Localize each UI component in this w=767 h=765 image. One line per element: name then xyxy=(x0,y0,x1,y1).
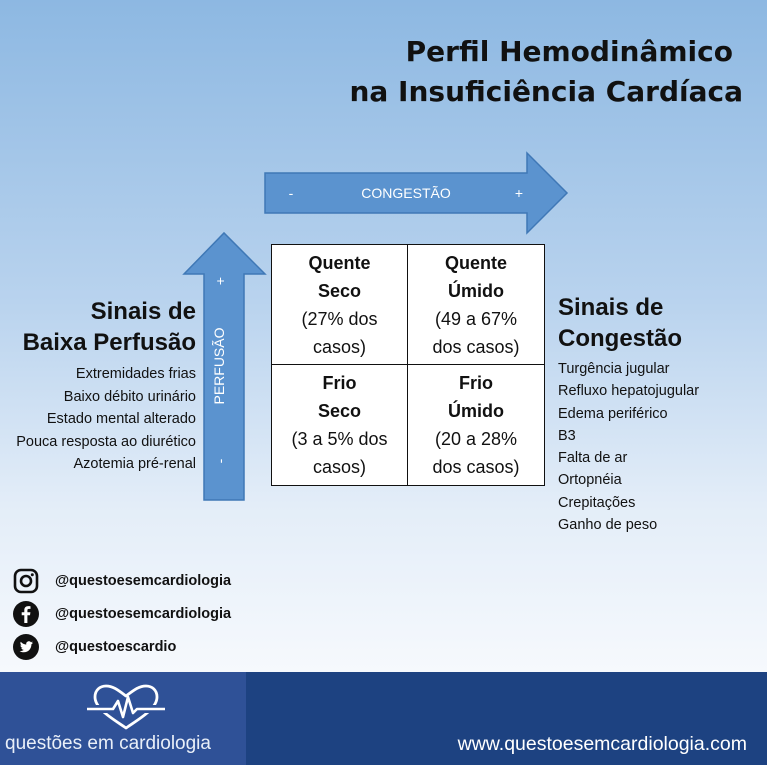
quadrant-state: Úmido xyxy=(448,401,504,421)
list-item: Turgência jugular xyxy=(558,361,670,377)
perfusion-minus: - xyxy=(212,458,228,464)
list-item: Crepitações xyxy=(558,494,636,511)
social-links xyxy=(12,564,231,663)
congestion-arrow xyxy=(265,153,567,233)
list-item: Edema periférico xyxy=(558,405,668,422)
quadrant-cases: (3 a 5% dos xyxy=(291,429,388,449)
quadrant-warm-wet xyxy=(408,245,544,365)
quadrant-cases: (49 a 67% xyxy=(434,308,518,329)
congestion-title-line-2: Congestão xyxy=(558,325,683,352)
hemodynamic-profile-grid xyxy=(271,244,545,486)
quadrant-state: Seco xyxy=(317,280,362,301)
instagram-handle[interactable]: @questoesemcardiologia xyxy=(55,572,232,589)
quadrant-name: Frio xyxy=(459,373,493,393)
quadrant-name: Quente xyxy=(444,252,507,273)
instagram-icon xyxy=(12,567,40,595)
low-perfusion-title-line-1: Sinais de xyxy=(90,298,196,325)
quadrant-name: Quente xyxy=(308,252,371,273)
list-item: Pouca resposta ao diurético xyxy=(16,433,196,450)
congestion-list xyxy=(558,358,699,536)
social-twitter[interactable] xyxy=(12,630,231,663)
list-item: Estado mental alterado xyxy=(46,411,196,427)
social-instagram[interactable] xyxy=(12,564,231,597)
quadrant-state: Seco xyxy=(317,401,362,421)
congestion-title-line-1: Sinais de xyxy=(558,294,664,321)
twitter-icon xyxy=(12,633,40,661)
low-perfusion-list xyxy=(16,363,196,476)
congestion-label: CONGESTÃO xyxy=(361,185,451,201)
twitter-handle[interactable]: @questoescardio xyxy=(55,638,177,655)
list-item: Extremidades frias xyxy=(75,366,196,382)
quadrant-warm-dry xyxy=(272,245,408,365)
brand-name: questões em cardiologia xyxy=(5,733,211,754)
congestion-plus: + xyxy=(514,185,524,201)
quadrant-cases: (27% dos xyxy=(301,308,378,329)
list-item: Baixo débito urinário xyxy=(63,388,196,405)
website-link[interactable]: www.questoesemcardiologia.com xyxy=(457,733,747,755)
quadrant-cases: casos) xyxy=(312,336,366,357)
quadrant-state: Úmido xyxy=(448,280,504,301)
low-perfusion-signs xyxy=(16,296,196,476)
list-item: B3 xyxy=(558,427,576,444)
quadrant-cases: (20 a 28% xyxy=(434,429,518,449)
social-facebook[interactable] xyxy=(12,597,231,630)
list-item: Azotemia pré-renal xyxy=(73,456,196,472)
congestion-signs xyxy=(558,292,699,536)
perfusion-label: PERFUSÃO xyxy=(211,327,227,405)
perfusion-arrow xyxy=(184,233,265,500)
low-perfusion-title-line-2: Baixa Perfusão xyxy=(22,329,196,356)
quadrant-cases: dos casos) xyxy=(432,457,520,477)
list-item: Falta de ar xyxy=(558,450,628,467)
quadrant-cold-dry xyxy=(272,365,408,485)
quadrant-cases: dos casos) xyxy=(432,336,520,357)
list-item: Refluxo hepatojugular xyxy=(558,383,700,400)
perfusion-plus: + xyxy=(212,276,228,286)
congestion-minus: - xyxy=(288,185,294,201)
facebook-icon xyxy=(12,600,40,628)
quadrant-cases: casos) xyxy=(312,457,366,477)
quadrant-name: Frio xyxy=(322,373,357,393)
quadrant-cold-wet xyxy=(408,365,544,485)
facebook-handle[interactable]: @questoesemcardiologia xyxy=(55,605,232,622)
list-item: Ortopnéia xyxy=(558,472,622,489)
title-line-2: na Insuficiência Cardíaca xyxy=(349,75,743,108)
list-item: Ganho de peso xyxy=(558,517,658,534)
title-line-1: Perfil Hemodinâmico xyxy=(405,35,733,68)
heart-pulse-logo-icon xyxy=(87,683,165,731)
